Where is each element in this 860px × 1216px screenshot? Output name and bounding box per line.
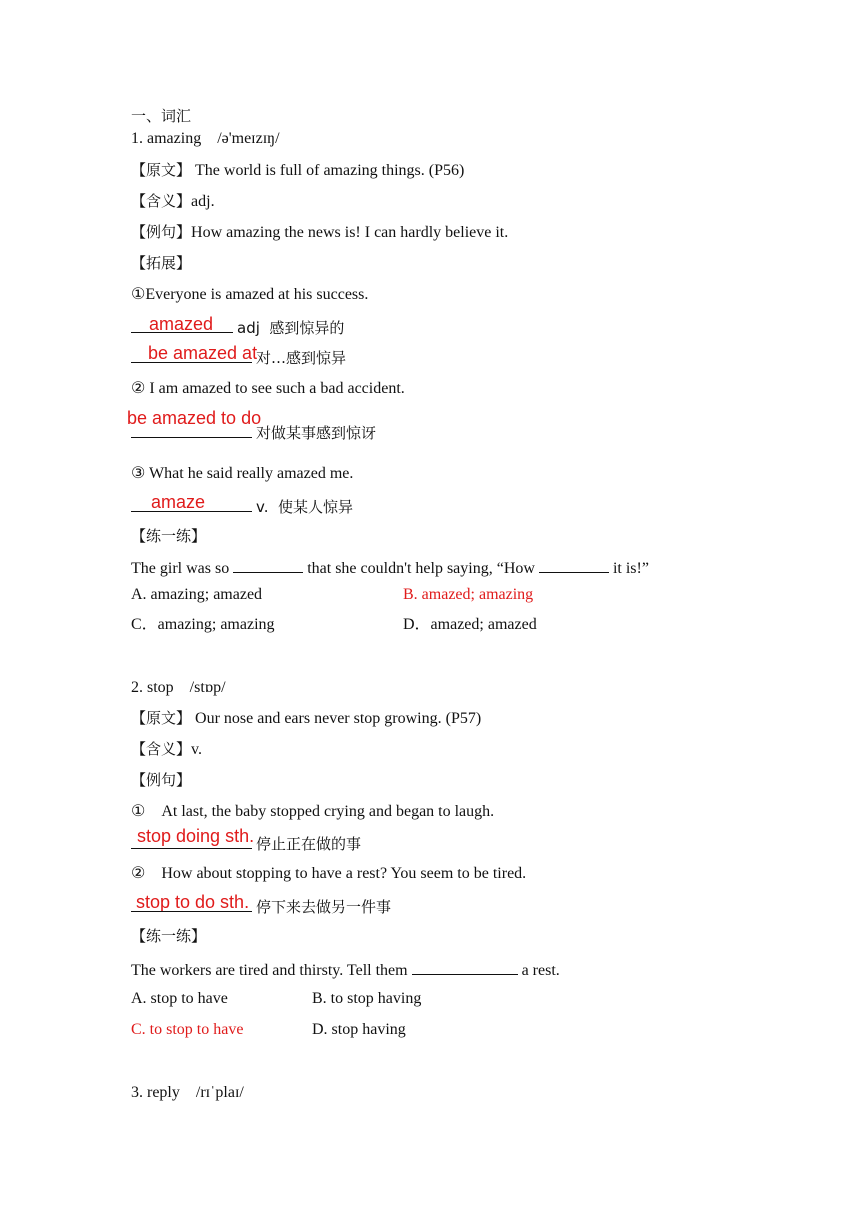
fill-blank <box>131 895 252 912</box>
fill-blank <box>131 421 252 438</box>
w1-blank-line-2 <box>131 346 346 369</box>
extension-tag: 【拓展】 <box>131 254 192 272</box>
w1-original-line <box>131 160 464 181</box>
option-c-answer: C. to stop to have <box>131 1021 244 1038</box>
word-1-title: 1. amazing /ə'meɪzɪŋ/ <box>131 130 280 147</box>
w2-example-2: ② How about stopping to have a rest? You seem to be tired. <box>131 865 527 882</box>
question-blank <box>539 556 609 573</box>
answer-stop-to-do: stop to do sth. <box>136 892 250 912</box>
answer-be-amazed-at: be amazed at <box>148 343 258 363</box>
original-text: The world is full of amazing things. (P56) <box>195 162 465 179</box>
blank-suffix: v. 使某人惊异 <box>256 498 354 516</box>
w2-example-1: ① At last, the baby stopped crying and began to laugh. <box>131 803 495 820</box>
answer-stop-doing: stop doing sth. <box>137 826 255 846</box>
question-blank <box>233 556 303 573</box>
meaning-text: v. <box>191 741 202 758</box>
word-3-title: 3. reply /rɪˈplaɪ/ <box>131 1084 244 1101</box>
option-a: A. stop to have <box>131 990 228 1007</box>
example-tag: 【例句】 <box>131 223 192 241</box>
blank-suffix: 停下来去做另一件事 <box>256 898 392 916</box>
blank-suffix: 停止正在做的事 <box>256 835 362 853</box>
original-tag: 【原文】 <box>131 161 192 179</box>
blank-suffix: 对…感到惊异 <box>256 349 347 367</box>
w1-practice-question <box>131 556 649 579</box>
w1-meaning-line <box>131 191 215 212</box>
w2-blank-line-1 <box>131 832 361 855</box>
option-d: D．amazed; amazed <box>403 616 537 633</box>
meaning-tag: 【含义】 <box>131 192 192 210</box>
question-blank <box>412 958 518 975</box>
meaning-tag: 【含义】 <box>131 740 192 758</box>
w1-blank-line-3 <box>131 421 376 444</box>
blank-suffix: adj 感到惊异的 <box>237 319 345 337</box>
w1-example-line <box>131 222 508 243</box>
example-tag: 【例句】 <box>131 771 192 789</box>
w1-blank-line-1 <box>131 316 344 339</box>
fill-blank <box>131 832 252 849</box>
w2-original-line <box>131 708 481 729</box>
answer-amaze: amaze <box>151 492 206 512</box>
answer-be-amazed-to-do: be amazed to do <box>127 408 262 428</box>
answer-amazed: amazed <box>149 314 214 334</box>
fill-blank <box>131 495 252 512</box>
option-a: A. amazing; amazed <box>131 586 263 603</box>
practice-tag: 【练一练】 <box>131 927 207 945</box>
section-heading: 一、词汇 <box>131 107 192 125</box>
practice-tag: 【练一练】 <box>131 527 207 545</box>
original-tag: 【原文】 <box>131 709 192 727</box>
question-part: The girl was so <box>131 560 230 577</box>
w2-blank-line-2 <box>131 895 391 918</box>
question-part: it is!” <box>612 560 649 577</box>
question-part: The workers are tired and thirsty. Tell them <box>131 962 408 979</box>
extension-item-1: ①Everyone is amazed at his success. <box>131 286 369 303</box>
w2-practice-question <box>131 958 560 981</box>
question-part: a rest. <box>521 962 560 979</box>
extension-item-3: ③ What he said really amazed me. <box>131 465 354 482</box>
fill-blank <box>131 346 252 363</box>
w1-blank-line-4 <box>131 495 353 518</box>
word-2-title: 2. stop /stɒp/ <box>131 679 226 696</box>
option-c: C．amazing; amazing <box>131 616 275 633</box>
option-b-answer: B. amazed; amazing <box>403 586 534 603</box>
fill-blank <box>131 316 233 333</box>
w2-meaning-line <box>131 739 202 760</box>
question-part: that she couldn't help saying, “How <box>307 560 535 577</box>
original-text: Our nose and ears never stop growing. (P57) <box>195 710 482 727</box>
example-text: How amazing the news is! I can hardly believe it. <box>191 224 509 241</box>
option-b: B. to stop having <box>312 990 422 1007</box>
extension-item-2: ② I am amazed to see such a bad accident. <box>131 380 405 397</box>
blank-suffix: 对做某事感到惊讶 <box>256 424 377 442</box>
meaning-text: adj. <box>191 193 215 210</box>
option-d: D. stop having <box>312 1021 406 1038</box>
